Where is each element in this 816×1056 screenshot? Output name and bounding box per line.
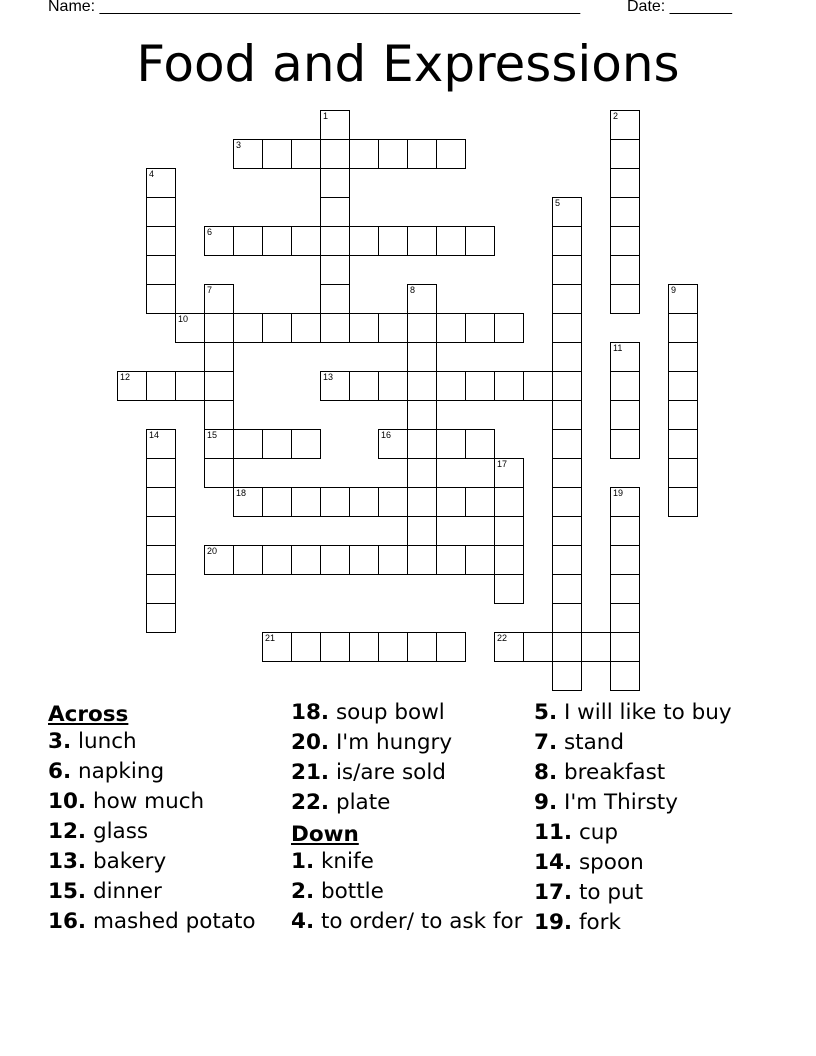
cell-number: 18 — [236, 488, 247, 498]
clue-text: fork — [578, 910, 621, 935]
clue-text: I'm Thirsty — [563, 790, 678, 815]
cell-number: 11 — [613, 343, 623, 353]
grid-cell[interactable] — [262, 632, 292, 662]
grid-cell[interactable] — [668, 487, 698, 517]
grid-cell[interactable] — [349, 139, 379, 169]
clue-down-17 — [534, 881, 772, 905]
grid-cell[interactable] — [175, 371, 205, 401]
grid-cell[interactable] — [523, 371, 553, 401]
clue-number: 8. — [534, 760, 558, 785]
clue-across-10 — [48, 790, 286, 814]
grid-cell[interactable] — [610, 516, 640, 546]
clue-down-14 — [534, 851, 772, 875]
grid-cell[interactable] — [320, 371, 350, 401]
cell-number: 12 — [120, 372, 131, 382]
grid-cell[interactable] — [465, 487, 495, 517]
grid-cell[interactable] — [233, 313, 263, 343]
grid-cell[interactable] — [436, 313, 466, 343]
grid-cell[interactable] — [407, 429, 437, 459]
grid-cell[interactable] — [349, 545, 379, 575]
grid-cell[interactable] — [610, 661, 640, 691]
grid-cell[interactable] — [465, 429, 495, 459]
cell-number: 13 — [323, 372, 334, 382]
clue-text: I will like to buy — [563, 700, 732, 725]
grid-cell[interactable] — [494, 632, 524, 662]
grid-cell[interactable] — [320, 313, 350, 343]
grid-cell[interactable] — [262, 139, 292, 169]
grid-cell[interactable] — [465, 371, 495, 401]
grid-cell[interactable] — [204, 371, 234, 401]
grid-cell[interactable] — [378, 139, 408, 169]
clue-text: bottle — [320, 879, 384, 904]
clue-across-18 — [291, 701, 529, 725]
grid-cell[interactable] — [262, 487, 292, 517]
grid-cell[interactable] — [552, 516, 582, 546]
grid-cell[interactable] — [407, 313, 437, 343]
grid-cell[interactable] — [378, 545, 408, 575]
grid-cell[interactable] — [146, 516, 176, 546]
grid-cell[interactable] — [610, 226, 640, 256]
grid-cell[interactable] — [407, 516, 437, 546]
grid-cell[interactable] — [610, 371, 640, 401]
grid-cell[interactable] — [552, 226, 582, 256]
cell-number: 19 — [613, 488, 624, 498]
grid-cell[interactable] — [146, 574, 176, 604]
grid-cell[interactable] — [349, 632, 379, 662]
clue-number: 22. — [291, 790, 330, 815]
grid-cell[interactable] — [552, 429, 582, 459]
clue-number: 3. — [48, 729, 72, 754]
grid-cell[interactable] — [552, 342, 582, 372]
clue-across-20 — [291, 731, 529, 755]
grid-cell[interactable] — [668, 284, 698, 314]
grid-cell[interactable] — [552, 313, 582, 343]
grid-cell[interactable] — [320, 110, 350, 140]
cell-number: 8 — [410, 285, 416, 295]
grid-cell[interactable] — [610, 284, 640, 314]
grid-cell[interactable] — [204, 342, 234, 372]
clue-text: how much — [92, 789, 205, 814]
cell-number: 17 — [497, 459, 508, 469]
grid-cell[interactable] — [523, 632, 553, 662]
clue-number: 19. — [534, 910, 573, 935]
clue-text: lunch — [77, 729, 137, 754]
grid-cell[interactable] — [407, 139, 437, 169]
clue-down-7 — [534, 731, 772, 755]
cell-number: 4 — [149, 169, 155, 179]
clue-number: 7. — [534, 730, 558, 755]
clue-across-6 — [48, 760, 286, 784]
grid-cell[interactable] — [349, 371, 379, 401]
grid-cell[interactable] — [552, 197, 582, 227]
grid-cell[interactable] — [233, 429, 263, 459]
clue-text: glass — [92, 819, 149, 844]
grid-cell[interactable] — [320, 197, 350, 227]
clue-text: dinner — [92, 879, 162, 904]
grid-cell[interactable] — [146, 168, 176, 198]
grid-cell[interactable] — [407, 487, 437, 517]
grid-cell[interactable] — [291, 313, 321, 343]
cell-number: 5 — [555, 198, 561, 208]
clue-down-9 — [534, 791, 772, 815]
clue-number: 5. — [534, 700, 558, 725]
grid-cell[interactable] — [320, 632, 350, 662]
grid-cell[interactable] — [494, 545, 524, 575]
grid-cell[interactable] — [436, 139, 466, 169]
clue-text: to order/ to ask for — [320, 909, 523, 934]
grid-cell[interactable] — [349, 313, 379, 343]
grid-cell[interactable] — [204, 545, 234, 575]
grid-cell[interactable] — [610, 429, 640, 459]
grid-cell[interactable] — [465, 313, 495, 343]
grid-cell[interactable] — [494, 574, 524, 604]
clue-across-22 — [291, 791, 529, 815]
cell-number: 6 — [207, 227, 213, 237]
grid-cell[interactable] — [407, 342, 437, 372]
grid-cell[interactable] — [320, 226, 350, 256]
grid-cell[interactable] — [610, 110, 640, 140]
grid-cell[interactable] — [262, 429, 292, 459]
grid-cell[interactable] — [233, 226, 263, 256]
clue-text: soup bowl — [335, 700, 445, 725]
grid-cell[interactable] — [610, 168, 640, 198]
grid-cell[interactable] — [262, 313, 292, 343]
grid-cell[interactable] — [436, 487, 466, 517]
grid-cell[interactable] — [494, 371, 524, 401]
grid-cell[interactable] — [436, 226, 466, 256]
grid-cell[interactable] — [494, 313, 524, 343]
clue-text: breakfast — [563, 760, 666, 785]
grid-cell[interactable] — [233, 545, 263, 575]
grid-cell[interactable] — [146, 487, 176, 517]
grid-cell[interactable] — [407, 632, 437, 662]
clue-down-1 — [291, 850, 529, 874]
grid-cell[interactable] — [378, 226, 408, 256]
grid-cell[interactable] — [320, 284, 350, 314]
clue-text: to put — [578, 880, 644, 905]
grid-cell[interactable] — [291, 632, 321, 662]
grid-cell[interactable] — [146, 458, 176, 488]
grid-cell[interactable] — [610, 603, 640, 633]
cell-number: 2 — [613, 111, 619, 121]
grid-cell[interactable] — [610, 487, 640, 517]
grid-cell[interactable] — [552, 632, 582, 662]
grid-cell[interactable] — [349, 226, 379, 256]
clue-number: 6. — [48, 759, 72, 784]
clue-across-21 — [291, 761, 529, 785]
down-heading: Down — [291, 822, 359, 847]
grid-cell[interactable] — [610, 139, 640, 169]
grid-cell[interactable] — [320, 545, 350, 575]
grid-cell[interactable] — [291, 226, 321, 256]
cell-number: 10 — [178, 314, 189, 324]
grid-cell[interactable] — [146, 226, 176, 256]
grid-cell[interactable] — [291, 139, 321, 169]
grid-cell[interactable] — [262, 545, 292, 575]
cell-number: 21 — [265, 633, 276, 643]
grid-cell[interactable] — [262, 226, 292, 256]
cell-number: 14 — [149, 430, 160, 440]
grid-cell[interactable] — [465, 545, 495, 575]
grid-cell[interactable] — [668, 342, 698, 372]
clue-down-11 — [534, 821, 772, 845]
clue-number: 16. — [48, 909, 87, 934]
clue-number: 10. — [48, 789, 87, 814]
clue-text: mashed potato — [92, 909, 256, 934]
clue-column-3 — [534, 701, 772, 941]
grid-cell[interactable] — [175, 313, 205, 343]
grid-cell[interactable] — [378, 371, 408, 401]
clue-column-1 — [48, 701, 286, 940]
grid-cell[interactable] — [349, 487, 379, 517]
clue-column-2 — [291, 701, 529, 940]
grid-cell[interactable] — [610, 632, 640, 662]
cell-number: 3 — [236, 140, 242, 150]
clue-number: 2. — [291, 879, 315, 904]
grid-cell[interactable] — [552, 545, 582, 575]
grid-cell[interactable] — [610, 197, 640, 227]
date-field[interactable]: Date: _______ — [627, 0, 732, 15]
grid-cell[interactable] — [581, 632, 611, 662]
clue-text: napking — [77, 759, 165, 784]
cell-number: 15 — [207, 430, 218, 440]
grid-cell[interactable] — [552, 284, 582, 314]
grid-cell[interactable] — [407, 545, 437, 575]
grid-cell[interactable] — [320, 487, 350, 517]
grid-cell[interactable] — [117, 371, 147, 401]
clue-number: 20. — [291, 730, 330, 755]
clue-across-15 — [48, 880, 286, 904]
grid-cell[interactable] — [407, 284, 437, 314]
grid-cell[interactable] — [407, 226, 437, 256]
across-heading: Across — [48, 702, 129, 727]
grid-cell[interactable] — [204, 313, 234, 343]
clue-number: 14. — [534, 850, 573, 875]
clue-across-16 — [48, 910, 286, 934]
grid-cell[interactable] — [668, 371, 698, 401]
grid-cell[interactable] — [494, 458, 524, 488]
grid-cell[interactable] — [320, 255, 350, 285]
grid-cell[interactable] — [146, 197, 176, 227]
clue-number: 15. — [48, 879, 87, 904]
clue-across-12 — [48, 820, 286, 844]
grid-cell[interactable] — [552, 400, 582, 430]
grid-cell[interactable] — [291, 487, 321, 517]
grid-cell[interactable] — [552, 574, 582, 604]
grid-cell[interactable] — [610, 342, 640, 372]
clue-down-5 — [534, 701, 772, 725]
grid-cell[interactable] — [494, 516, 524, 546]
cell-number: 7 — [207, 285, 213, 295]
grid-cell[interactable] — [668, 313, 698, 343]
grid-cell[interactable] — [436, 632, 466, 662]
clue-text: knife — [320, 849, 374, 874]
grid-cell[interactable] — [378, 487, 408, 517]
clue-number: 9. — [534, 790, 558, 815]
puzzle-title: Food and Expressions — [136, 35, 680, 93]
clue-text: stand — [563, 730, 625, 755]
clue-down-19 — [534, 911, 772, 935]
name-field[interactable]: Name: ______________________________________________________ — [48, 0, 581, 15]
grid-cell[interactable] — [552, 255, 582, 285]
clue-text: I'm hungry — [335, 730, 453, 755]
grid-cell[interactable] — [436, 545, 466, 575]
grid-cell[interactable] — [204, 284, 234, 314]
grid-cell[interactable] — [668, 400, 698, 430]
grid-cell[interactable] — [378, 313, 408, 343]
cell-number: 1 — [323, 111, 329, 121]
grid-cell[interactable] — [204, 226, 234, 256]
grid-cell[interactable] — [146, 371, 176, 401]
grid-cell[interactable] — [204, 400, 234, 430]
clue-number: 17. — [534, 880, 573, 905]
grid-cell[interactable] — [436, 429, 466, 459]
cell-number: 22 — [497, 633, 508, 643]
clue-text: cup — [578, 820, 619, 845]
grid-cell[interactable] — [465, 226, 495, 256]
grid-cell[interactable] — [146, 545, 176, 575]
grid-cell[interactable] — [668, 429, 698, 459]
clue-number: 21. — [291, 760, 330, 785]
clue-number: 18. — [291, 700, 330, 725]
grid-cell[interactable] — [552, 603, 582, 633]
clue-down-4 — [291, 910, 529, 934]
clue-number: 12. — [48, 819, 87, 844]
grid-cell[interactable] — [668, 458, 698, 488]
grid-cell[interactable] — [291, 429, 321, 459]
grid-cell[interactable] — [610, 545, 640, 575]
grid-cell[interactable] — [552, 371, 582, 401]
grid-cell[interactable] — [291, 545, 321, 575]
clue-number: 1. — [291, 849, 315, 874]
clue-down-8 — [534, 761, 772, 785]
grid-cell[interactable] — [378, 632, 408, 662]
grid-cell[interactable] — [552, 487, 582, 517]
grid-cell[interactable] — [320, 139, 350, 169]
grid-cell[interactable] — [378, 429, 408, 459]
grid-cell[interactable] — [407, 400, 437, 430]
grid-cell[interactable] — [204, 429, 234, 459]
grid-cell[interactable] — [407, 371, 437, 401]
clue-number: 13. — [48, 849, 87, 874]
grid-cell[interactable] — [610, 574, 640, 604]
cell-number: 20 — [207, 546, 218, 556]
grid-cell[interactable] — [146, 255, 176, 285]
grid-cell[interactable] — [233, 139, 263, 169]
grid-cell[interactable] — [436, 371, 466, 401]
clue-number: 4. — [291, 909, 315, 934]
grid-cell[interactable] — [146, 429, 176, 459]
clue-down-2 — [291, 880, 529, 904]
clue-text: is/are sold — [335, 760, 446, 785]
grid-cell[interactable] — [320, 168, 350, 198]
clue-text: spoon — [578, 850, 644, 875]
grid-cell[interactable] — [494, 487, 524, 517]
grid-cell[interactable] — [204, 458, 234, 488]
clue-across-13 — [48, 850, 286, 874]
clue-number: 11. — [534, 820, 573, 845]
grid-cell[interactable] — [146, 284, 176, 314]
clue-text: plate — [335, 790, 391, 815]
cell-number: 16 — [381, 430, 392, 440]
grid-cell[interactable] — [407, 458, 437, 488]
grid-cell[interactable] — [233, 487, 263, 517]
grid-cell[interactable] — [610, 400, 640, 430]
grid-cell[interactable] — [552, 661, 582, 691]
grid-cell[interactable] — [552, 458, 582, 488]
cell-number: 9 — [671, 285, 677, 295]
grid-cell[interactable] — [610, 255, 640, 285]
clue-text: bakery — [92, 849, 167, 874]
grid-cell[interactable] — [146, 603, 176, 633]
clue-across-3 — [48, 730, 286, 754]
